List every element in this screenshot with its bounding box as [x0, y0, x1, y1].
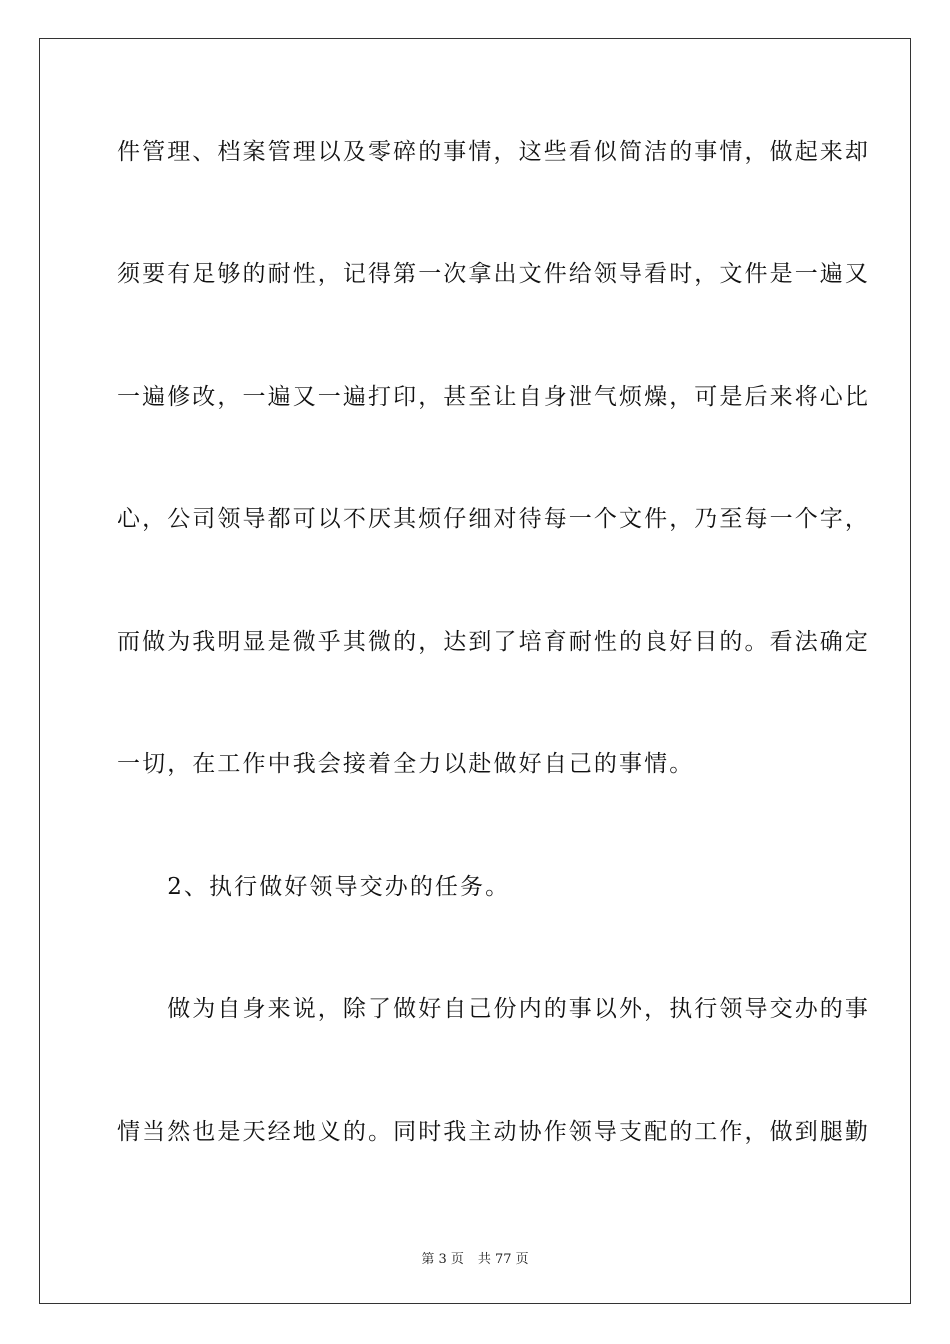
list-item-heading: 2、执行做好领导交办的任务。 [117, 874, 511, 900]
text-line-8: 做为自身来说，除了做好自己份内的事以外，执行领导交办的事 [117, 996, 870, 1022]
text-line-3: 一遍修改，一遍又一遍打印，甚至让自身泄气烦燥，可是后来将心比 [117, 384, 870, 410]
text-line-5: 而做为我明显是微乎其微的，达到了培育耐性的良好目的。看法确定 [117, 629, 870, 655]
text-line-1: 件管理、档案管理以及零碎的事情，这些看似简洁的事情，做起来却 [117, 139, 870, 165]
page-number: 第 3 页 [421, 1252, 464, 1267]
text-line-4: 心，公司领导都可以不厌其烦仔细对待每一个文件，乃至每一个字， [117, 506, 870, 532]
text-line-9: 情当然也是天经地义的。同时我主动协作领导支配的工作，做到腿勤 [117, 1119, 870, 1145]
page-border [39, 38, 911, 1304]
text-line-2: 须要有足够的耐性，记得第一次拿出文件给领导看时，文件是一遍又 [117, 261, 870, 287]
text-line-6: 一切，在工作中我会接着全力以赴做好自己的事情。 [117, 751, 695, 777]
page-footer [0, 1248, 950, 1267]
page-total: 共 77 页 [477, 1252, 529, 1267]
